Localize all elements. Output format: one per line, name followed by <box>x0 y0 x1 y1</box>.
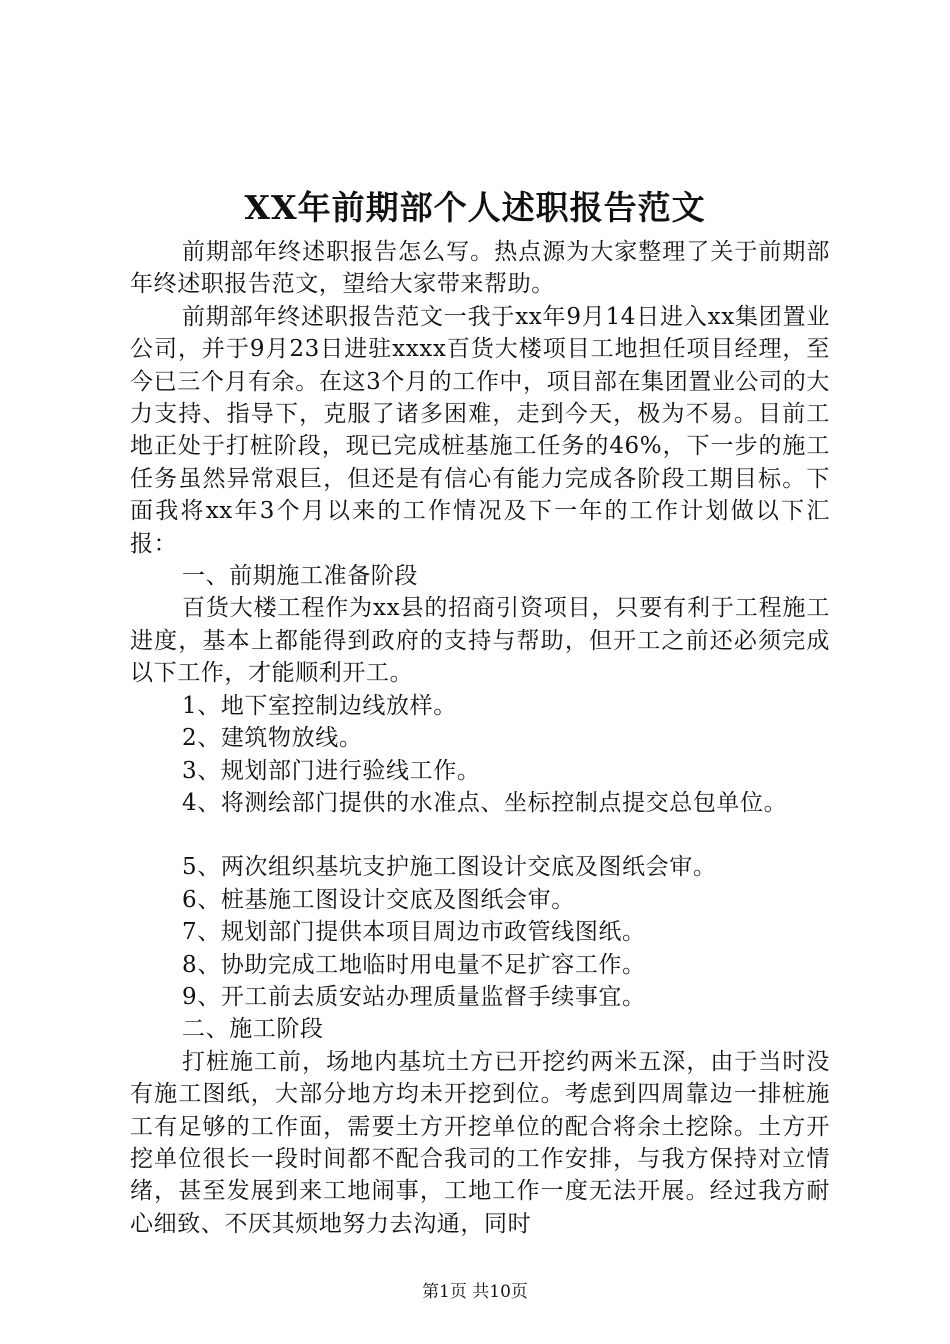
paragraph-section-1: 百货大楼工程作为xx县的招商引资项目，只要有利于工程施工进度，基本上都能得到政府的支持与帮助，但开工之前还必须完成以下工作，才能顺利开工。 <box>130 595 830 687</box>
list-item: 5、两次组织基坑支护施工图设计交底及图纸会审。 <box>182 854 717 881</box>
list-item: 1、地下室控制边线放样。 <box>182 692 457 719</box>
paragraph-section-2: 打桩施工前，场地内基坑土方已开挖约两米五深，由于当时没有施工图纸，大部分地方均未开挖到位。考虑到四周靠边一排桩施工有足够的工作面，需要土方开挖单位的配合将余土挖除。土方开挖单位很长一段时间都不配合我司的工作安排，与我方保持对立情绪，甚至发展到来工地闹事，工地工作一度无法开展。经过我方耐心细致、不厌其烦地努力去沟通，同时 <box>130 1048 830 1237</box>
list-item: 6、桩基施工图设计交底及图纸会审。 <box>182 886 575 913</box>
document-body <box>130 236 830 1240</box>
document-title: XX年前期部个人述职报告范文 <box>244 188 706 227</box>
section-heading-2: 二、施工阶段 <box>182 1016 324 1043</box>
blank-line <box>130 819 830 851</box>
list-item: 8、协助完成工地临时用电量不足扩容工作。 <box>182 951 646 978</box>
list-item: 7、规划部门提供本项目周边市政管线图纸。 <box>182 919 646 946</box>
paragraph-report: 前期部年终述职报告范文一我于xx年9月14日进入xx集团置业公司，并于9月23日进驻xxxx百货大楼项目工地担任项目经理，至今已三个月有余。在这3个月的工作中，项目部在集团置业公司的大力支持、指导下，克服了诸多困难，走到今天，极为不易。目前工地正处于打桩阶段，现已完成桩基施工任务的46%，下一步的施工任务虽然异常艰巨，但还是有信心有能力完成各阶段工期目标。下面我将xx年3个月以来的工作情况及下一年的工作计划做以下汇报： <box>130 303 830 557</box>
list-item: 3、规划部门进行验线工作。 <box>182 757 481 784</box>
list-item: 2、建筑物放线。 <box>182 725 363 752</box>
list-item: 4、将测绘部门提供的水准点、坐标控制点提交总包单位。 <box>182 789 788 816</box>
paragraph-intro: 前期部年终述职报告怎么写。热点源为大家整理了关于前期部年终述职报告范文，望给大家带来帮助。 <box>130 239 830 298</box>
list-item: 9、开工前去质安站办理质量监督手续事宜。 <box>182 983 646 1010</box>
section-heading-1: 一、前期施工准备阶段 <box>182 563 418 590</box>
page-footer: 第1页 共10页 <box>422 1282 528 1302</box>
